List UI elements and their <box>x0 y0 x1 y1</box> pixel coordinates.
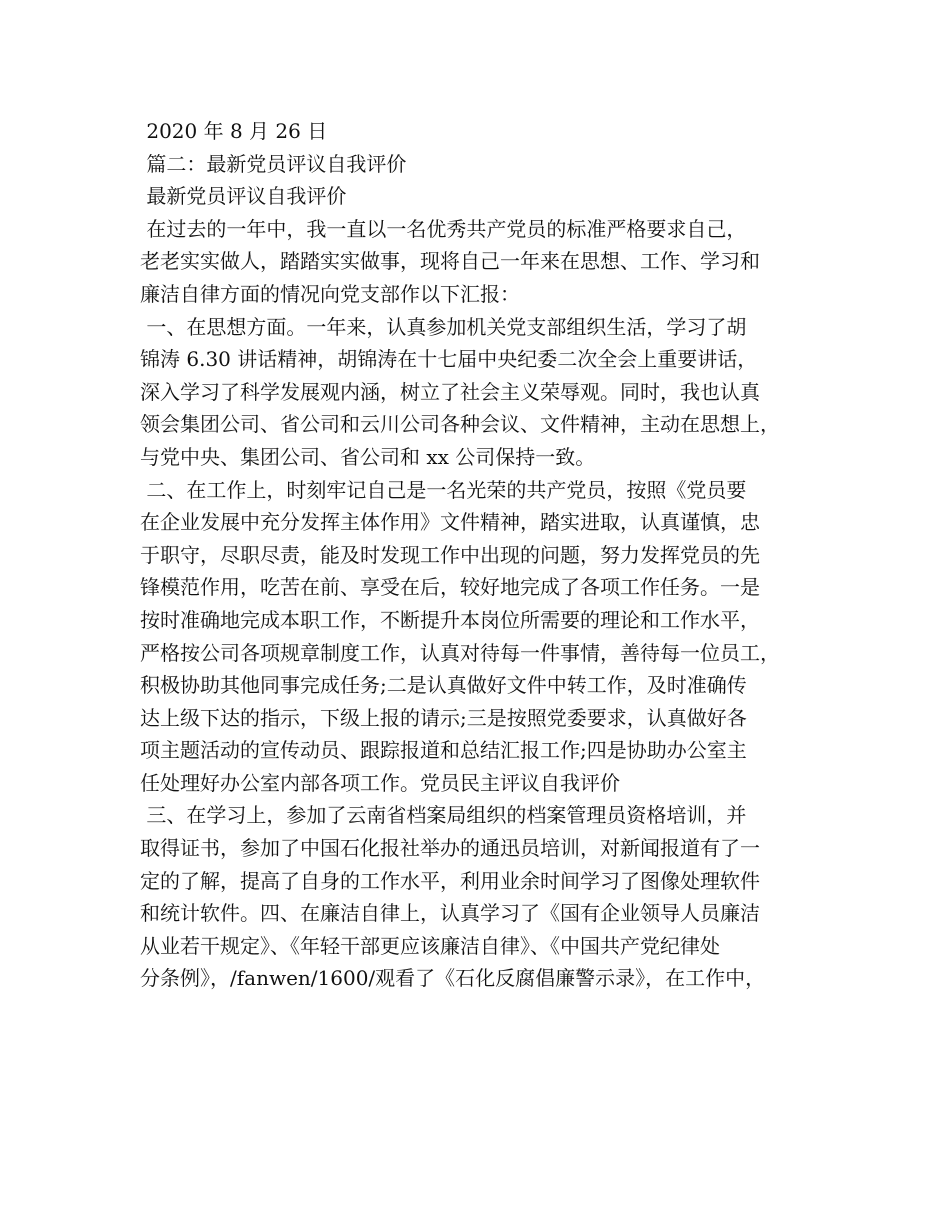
text-line: 在企业发展中充分发挥主体作用》文件精神，踏实进取，认真谨慎，忠 <box>140 510 760 535</box>
text-line: 严格按公司各项规章制度工作，认真对待每一件事情，善待每一位员工， <box>140 640 780 665</box>
text-line: 锦涛 6.30 讲话精神，胡锦涛在十七届中央纪委二次全会上重要讲话， <box>140 347 758 372</box>
text-line: 从业若干规定》、《年轻干部更应该廉洁自律》、《中国共产党纪律处 <box>140 933 720 958</box>
text-line: 定的了解，提高了自身的工作水平，利用业余时间学习了图像处理软件 <box>140 868 760 893</box>
section-heading: 篇二：最新党员评议自我评价 <box>140 151 407 176</box>
text-line: 达上级下达的指示，下级上报的请示;三是按照党委要求，认真做好各 <box>140 705 747 730</box>
text-line: 锋模范作用，吃苦在前、享受在后，较好地完成了各项工作任务。一是 <box>140 575 760 600</box>
text-line: 深入学习了科学发展观内涵，树立了社会主义荣辱观。同时，我也认真 <box>140 379 760 404</box>
date-line: 2020 年 8 月 26 日 <box>140 119 328 143</box>
text-line: 和统计软件。四、在廉洁自律上，认真学习了《国有企业领导人员廉洁 <box>140 901 760 926</box>
article-title: 最新党员评议自我评价 <box>140 184 347 209</box>
text-line: 领会集团公司、省公司和云川公司各种会议、文件精神，主动在思想上， <box>140 412 780 437</box>
text-line: 于职守，尽职尽责，能及时发现工作中出现的问题，努力发挥党员的先 <box>140 542 760 567</box>
text-line: 项主题活动的宣传动员、跟踪报道和总结汇报工作;四是协助办公室主 <box>140 738 747 763</box>
text-line: 取得证书，参加了中国石化报社举办的通迅员培训，对新闻报道有了一 <box>140 836 760 861</box>
text-line: 廉洁自律方面的情况向党支部作以下汇报： <box>140 281 520 306</box>
text-line: 按时准确地完成本职工作，不断提升本岗位所需要的理论和工作水平， <box>140 607 760 632</box>
text-line: 老老实实做人，踏踏实实做事，现将自己一年来在思想、工作、学习和 <box>140 249 760 274</box>
text-line: 任处理好办公室内部各项工作。党员民主评议自我评价 <box>140 770 620 795</box>
text-line: 分条例》，/fanwen/1600/观看了《石化反腐倡廉警示录》，在工作中， <box>140 966 766 991</box>
text-line: 与党中央、集团公司、省公司和 xx 公司保持一致。 <box>140 444 596 469</box>
text-line: 一、在思想方面。一年来，认真参加机关党支部组织生活，学习了胡 <box>140 314 747 339</box>
text-line: 二、在工作上，时刻牢记自己是一名光荣的共产党员，按照《党员要 <box>140 477 747 502</box>
document-body <box>140 115 830 995</box>
text-line: 在过去的一年中，我一直以一名优秀共产党员的标准严格要求自己， <box>140 216 747 241</box>
text-line: 三、在学习上，参加了云南省档案局组织的档案管理员资格培训，并 <box>140 803 747 828</box>
text-line: 积极协助其他同事完成任务;二是认真做好文件中转工作，及时准确传 <box>140 673 747 698</box>
